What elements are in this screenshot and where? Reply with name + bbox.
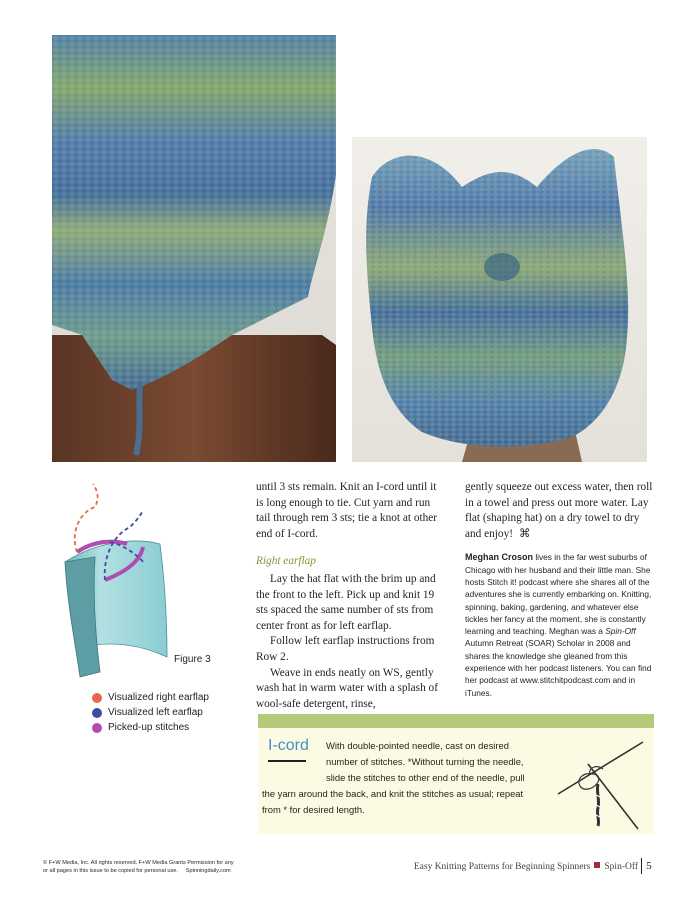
icord-title: I-cord [268, 737, 309, 754]
running-title: Easy Knitting Patterns for Beginning Spinners [413, 862, 591, 872]
hat-earflap-photo [52, 35, 336, 462]
copyright-line-2: or all pages in this issue to be copied for personal use. Spinningdaily.com [43, 868, 231, 874]
running-footer [414, 862, 638, 872]
author-bio [465, 551, 655, 699]
purple-dot-icon [92, 723, 102, 733]
icord-sidebar [258, 714, 654, 834]
page-number: 5 [641, 858, 656, 874]
legend-item-left-earflap [92, 705, 209, 720]
legend-label: Visualized right earflap [108, 692, 209, 703]
bio-italic: Spin-Off [605, 626, 636, 637]
legend-label: Picked-up stitches [108, 722, 190, 733]
copyright-line: © F+W Media, Inc. All rights reserved. F+W Media Grants Permission for any [43, 860, 234, 866]
legend-item-picked-up-stitches [92, 720, 209, 735]
paragraph: Follow left earflap instructions from Row 2. [256, 635, 435, 663]
icord-needle-illustration [548, 734, 648, 832]
icord-line: the yarn around the back, and knit the stitches as usual; repeat [262, 788, 524, 799]
figure-legend [92, 690, 209, 735]
square-bullet-icon [594, 862, 600, 868]
text-column-1 [256, 480, 446, 712]
bio-text: lives in the far west suburbs of Chicago with her husband and their little man. She hosts Stitch it! podcast where she shares all of the adventures she is currently embarking on. Knitting, spinning, baking, gardening, and whatever else tickles her fancy at the moment, she is constantly learning and teaching. Meghan was a [465, 552, 652, 637]
paragraph: Lay the hat flat with the brim up and the front to the left. Pick up and knit 19 sts spaced the same number of sts from center front as for left earflap. [256, 572, 436, 632]
legend-item-right-earflap [92, 690, 209, 705]
subhead-right-earflap: Right earflap [256, 555, 316, 568]
icord-header-bar [258, 714, 654, 728]
icord-title-rule [268, 760, 306, 762]
text-column-2 [465, 480, 655, 699]
magazine-name: Spin-Off [604, 862, 638, 872]
cat-ear-hat-photo [352, 137, 647, 462]
icord-line: number of stitches. *Without turning the needle, [326, 756, 524, 767]
site-name: Spinningdaily.com [185, 868, 231, 874]
icord-line: from * for desired length. [262, 804, 365, 815]
paragraph: Weave in ends neatly on WS, gently wash hat in warm water with a splash of wool-safe detergent, rinse, [256, 666, 438, 710]
figure-3-diagram [55, 482, 205, 682]
legend-label: Visualized left earflap [108, 707, 203, 718]
paragraph-text: gently squeeze out excess water, then roll in a towel and press out more water. Lay flat (shaping hat) on a dry towel to dry and enjoy! [465, 481, 653, 540]
blue-dot-icon [92, 708, 102, 718]
orange-dot-icon [92, 693, 102, 703]
figure-label: Figure 3 [174, 654, 211, 665]
copyright-notice [43, 859, 234, 875]
end-mark-icon: ⌘ [519, 527, 531, 540]
icord-line: slide the stitches to other end of the needle, pull [326, 772, 525, 783]
author-name: Meghan Croson [465, 552, 534, 563]
icord-line: With double-pointed needle, cast on desired [326, 740, 509, 751]
bio-text: Autumn Retreat (SOAR) Scholar in 2008 and shares the knowledge she gleaned from this experience with her podcast listeners. You can find her podcast at www.stitchitpodcast.com and in iTunes. [465, 638, 652, 698]
paragraph [465, 480, 655, 542]
paragraph: until 3 sts remain. Knit an I-cord until it is long enough to tie. Cut yarn and run tail through rem 3 sts; tie a knot at other end of I-cord. [256, 481, 438, 540]
